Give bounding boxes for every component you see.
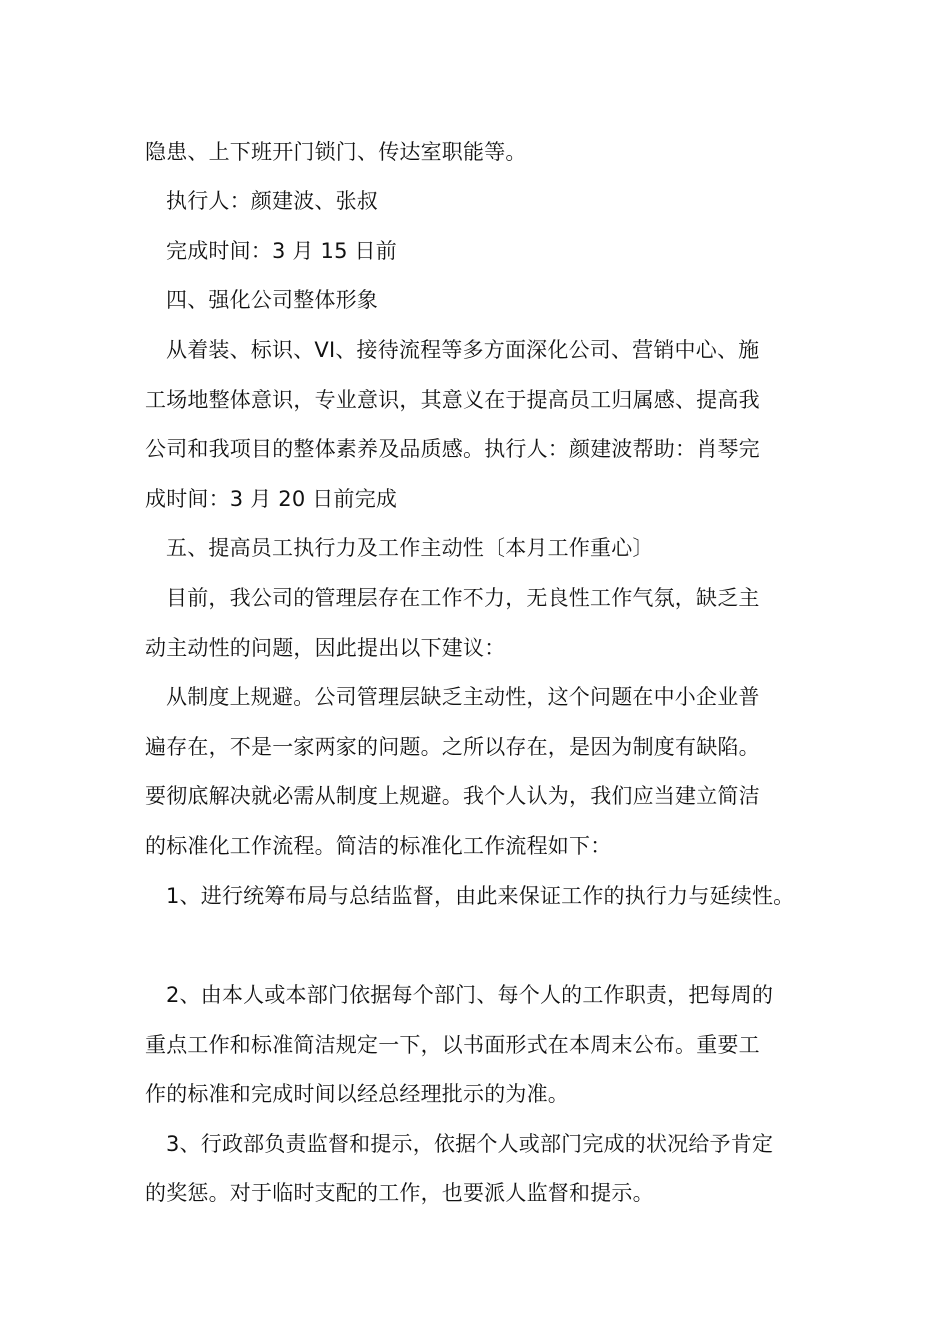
text-line: 的奖惩。对于临时支配的工作，也要派人监督和提示。 <box>145 1181 654 1205</box>
text-line: 隐患、上下班开门锁门、传达室职能等。 <box>145 140 527 164</box>
text-line: 工场地整体意识，专业意识，其意义在于提高员工归属感、提高我 <box>145 388 760 412</box>
text-line: 执行人：颜建波、张叔 <box>166 189 378 213</box>
section-heading: 四、强化公司整体形象 <box>166 288 378 312</box>
text-line: 的标准化工作流程。简洁的标准化工作流程如下： <box>145 834 612 858</box>
text-line: 动主动性的问题，因此提出以下建议： <box>145 636 506 660</box>
text-line: 从着装、标识、VI、接待流程等多方面深化公司、营销中心、施 <box>166 338 760 362</box>
text-line: 重点工作和标准简洁规定一下，以书面形式在本周末公布。重要工 <box>145 1033 760 1057</box>
text-line: 成时间：3 月 20 日前完成 <box>145 487 398 511</box>
text-line: 作的标准和完成时间以经总经理批示的为准。 <box>145 1082 569 1106</box>
text-line: 目前，我公司的管理层存在工作不力，无良性工作气氛，缺乏主 <box>166 586 760 610</box>
section-heading: 五、提高员工执行力及工作主动性〔本月工作重心〕 <box>166 536 654 560</box>
list-item: 2、由本人或本部门依据每个部门、每个人的工作职责，把每周的 <box>166 983 774 1007</box>
text-line: 遍存在，不是一家两家的问题。之所以存在，是因为制度有缺陷。 <box>145 735 760 759</box>
text-line: 公司和我项目的整体素养及品质感。执行人：颜建波帮助：肖琴完 <box>145 437 760 461</box>
text-line: 从制度上规避。公司管理层缺乏主动性，这个问题在中小企业普 <box>166 685 760 709</box>
list-item: 1、进行统筹布局与总结监督，由此来保证工作的执行力与延续性。 <box>166 884 795 908</box>
list-item: 3、行政部负责监督和提示，依据个人或部门完成的状况给予肯定 <box>166 1132 774 1156</box>
text-line: 完成时间：3 月 15 日前 <box>166 239 397 263</box>
text-line: 要彻底解决就必需从制度上规避。我个人认为，我们应当建立简洁 <box>145 784 760 808</box>
